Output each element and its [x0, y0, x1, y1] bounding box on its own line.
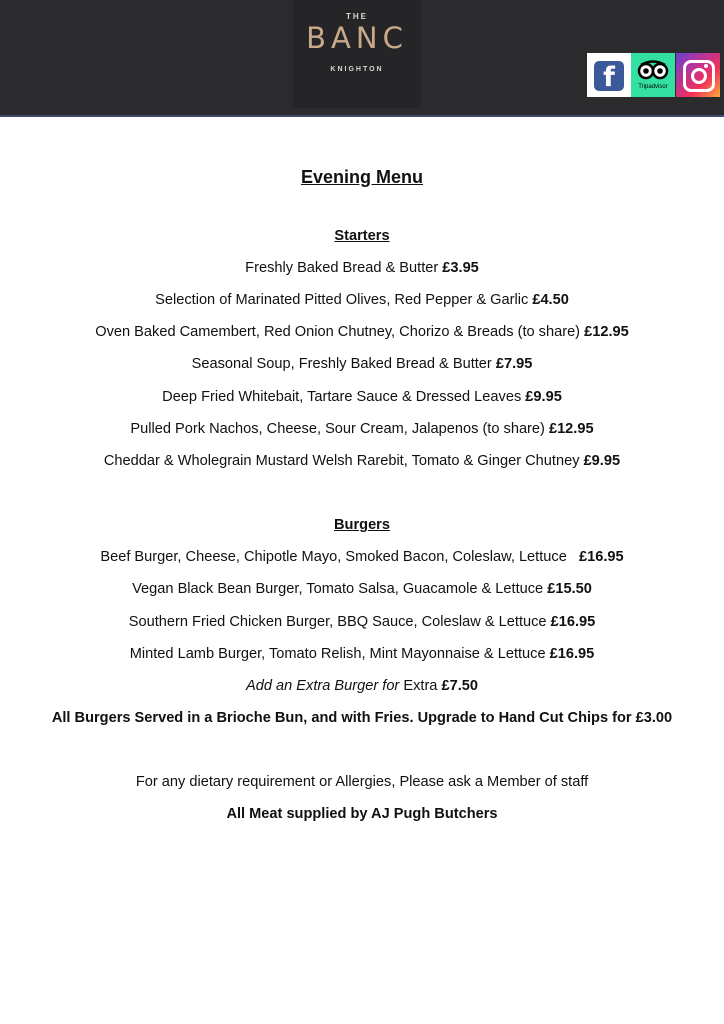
menu-item: Deep Fried Whitebait, Tartare Sauce & Dressed Leaves £9.95	[162, 389, 562, 405]
menu-item: Cheddar & Wholegrain Mustard Welsh Rarebit, Tomato & Ginger Chutney £9.95	[103, 453, 621, 469]
burger-note: All Burgers Served in a Brioche Bun, and with Fries. Upgrade to Hand Cut Chips for £3.00	[51, 710, 673, 726]
supplier-note: All Meat supplied by AJ Pugh Butchers	[226, 806, 498, 822]
tripadvisor-label: Tripadvisor	[638, 84, 668, 90]
logo-the: THE	[346, 12, 368, 21]
menu-item: Seasonal Soup, Freshly Baked Bread & Butter £7.95	[191, 356, 533, 372]
page-title: Evening Menu	[300, 167, 423, 187]
burgers-heading: Burgers	[334, 517, 390, 533]
menu-item: Beef Burger, Cheese, Chipotle Mayo, Smoked Bacon, Coleslaw, Lettuce £16.95	[100, 549, 624, 565]
menu-item: Vegan Black Bean Burger, Tomato Salsa, Guacamole & Lettuce £15.50	[132, 581, 592, 597]
menu-item: Selection of Marinated Pitted Olives, Red Pepper & Garlic £4.50	[155, 292, 569, 308]
allergy-note: For any dietary requirement or Allergies, Please ask a Member of staff	[135, 774, 589, 790]
menu-item: Freshly Baked Bread & Butter £3.95	[245, 260, 479, 276]
menu-item: Oven Baked Camembert, Red Onion Chutney, Chorizo & Breads (to share) £12.95	[95, 324, 629, 340]
instagram-link[interactable]	[676, 53, 720, 97]
banc-logo[interactable]	[293, 0, 421, 108]
logo-place: KNIGHTON	[330, 66, 384, 73]
menu-item: Minted Lamb Burger, Tomato Relish, Mint Mayonnaise & Lettuce £16.95	[129, 646, 595, 662]
menu-item: Pulled Pork Nachos, Cheese, Sour Cream, Jalapenos (to share) £12.95	[130, 421, 594, 437]
logo-name: BANC	[306, 21, 408, 55]
facebook-icon: f	[594, 61, 624, 91]
tripadvisor-icon	[637, 59, 669, 81]
menu-item: Southern Fried Chicken Burger, BBQ Sauce, Coleslaw & Lettuce £16.95	[128, 614, 596, 630]
header-bar	[0, 0, 724, 117]
facebook-link[interactable]	[587, 53, 631, 97]
tripadvisor-link[interactable]	[631, 53, 675, 97]
extra-burger-line: Add an Extra Burger for Extra £7.50	[245, 678, 479, 694]
starters-heading: Starters	[334, 228, 390, 244]
